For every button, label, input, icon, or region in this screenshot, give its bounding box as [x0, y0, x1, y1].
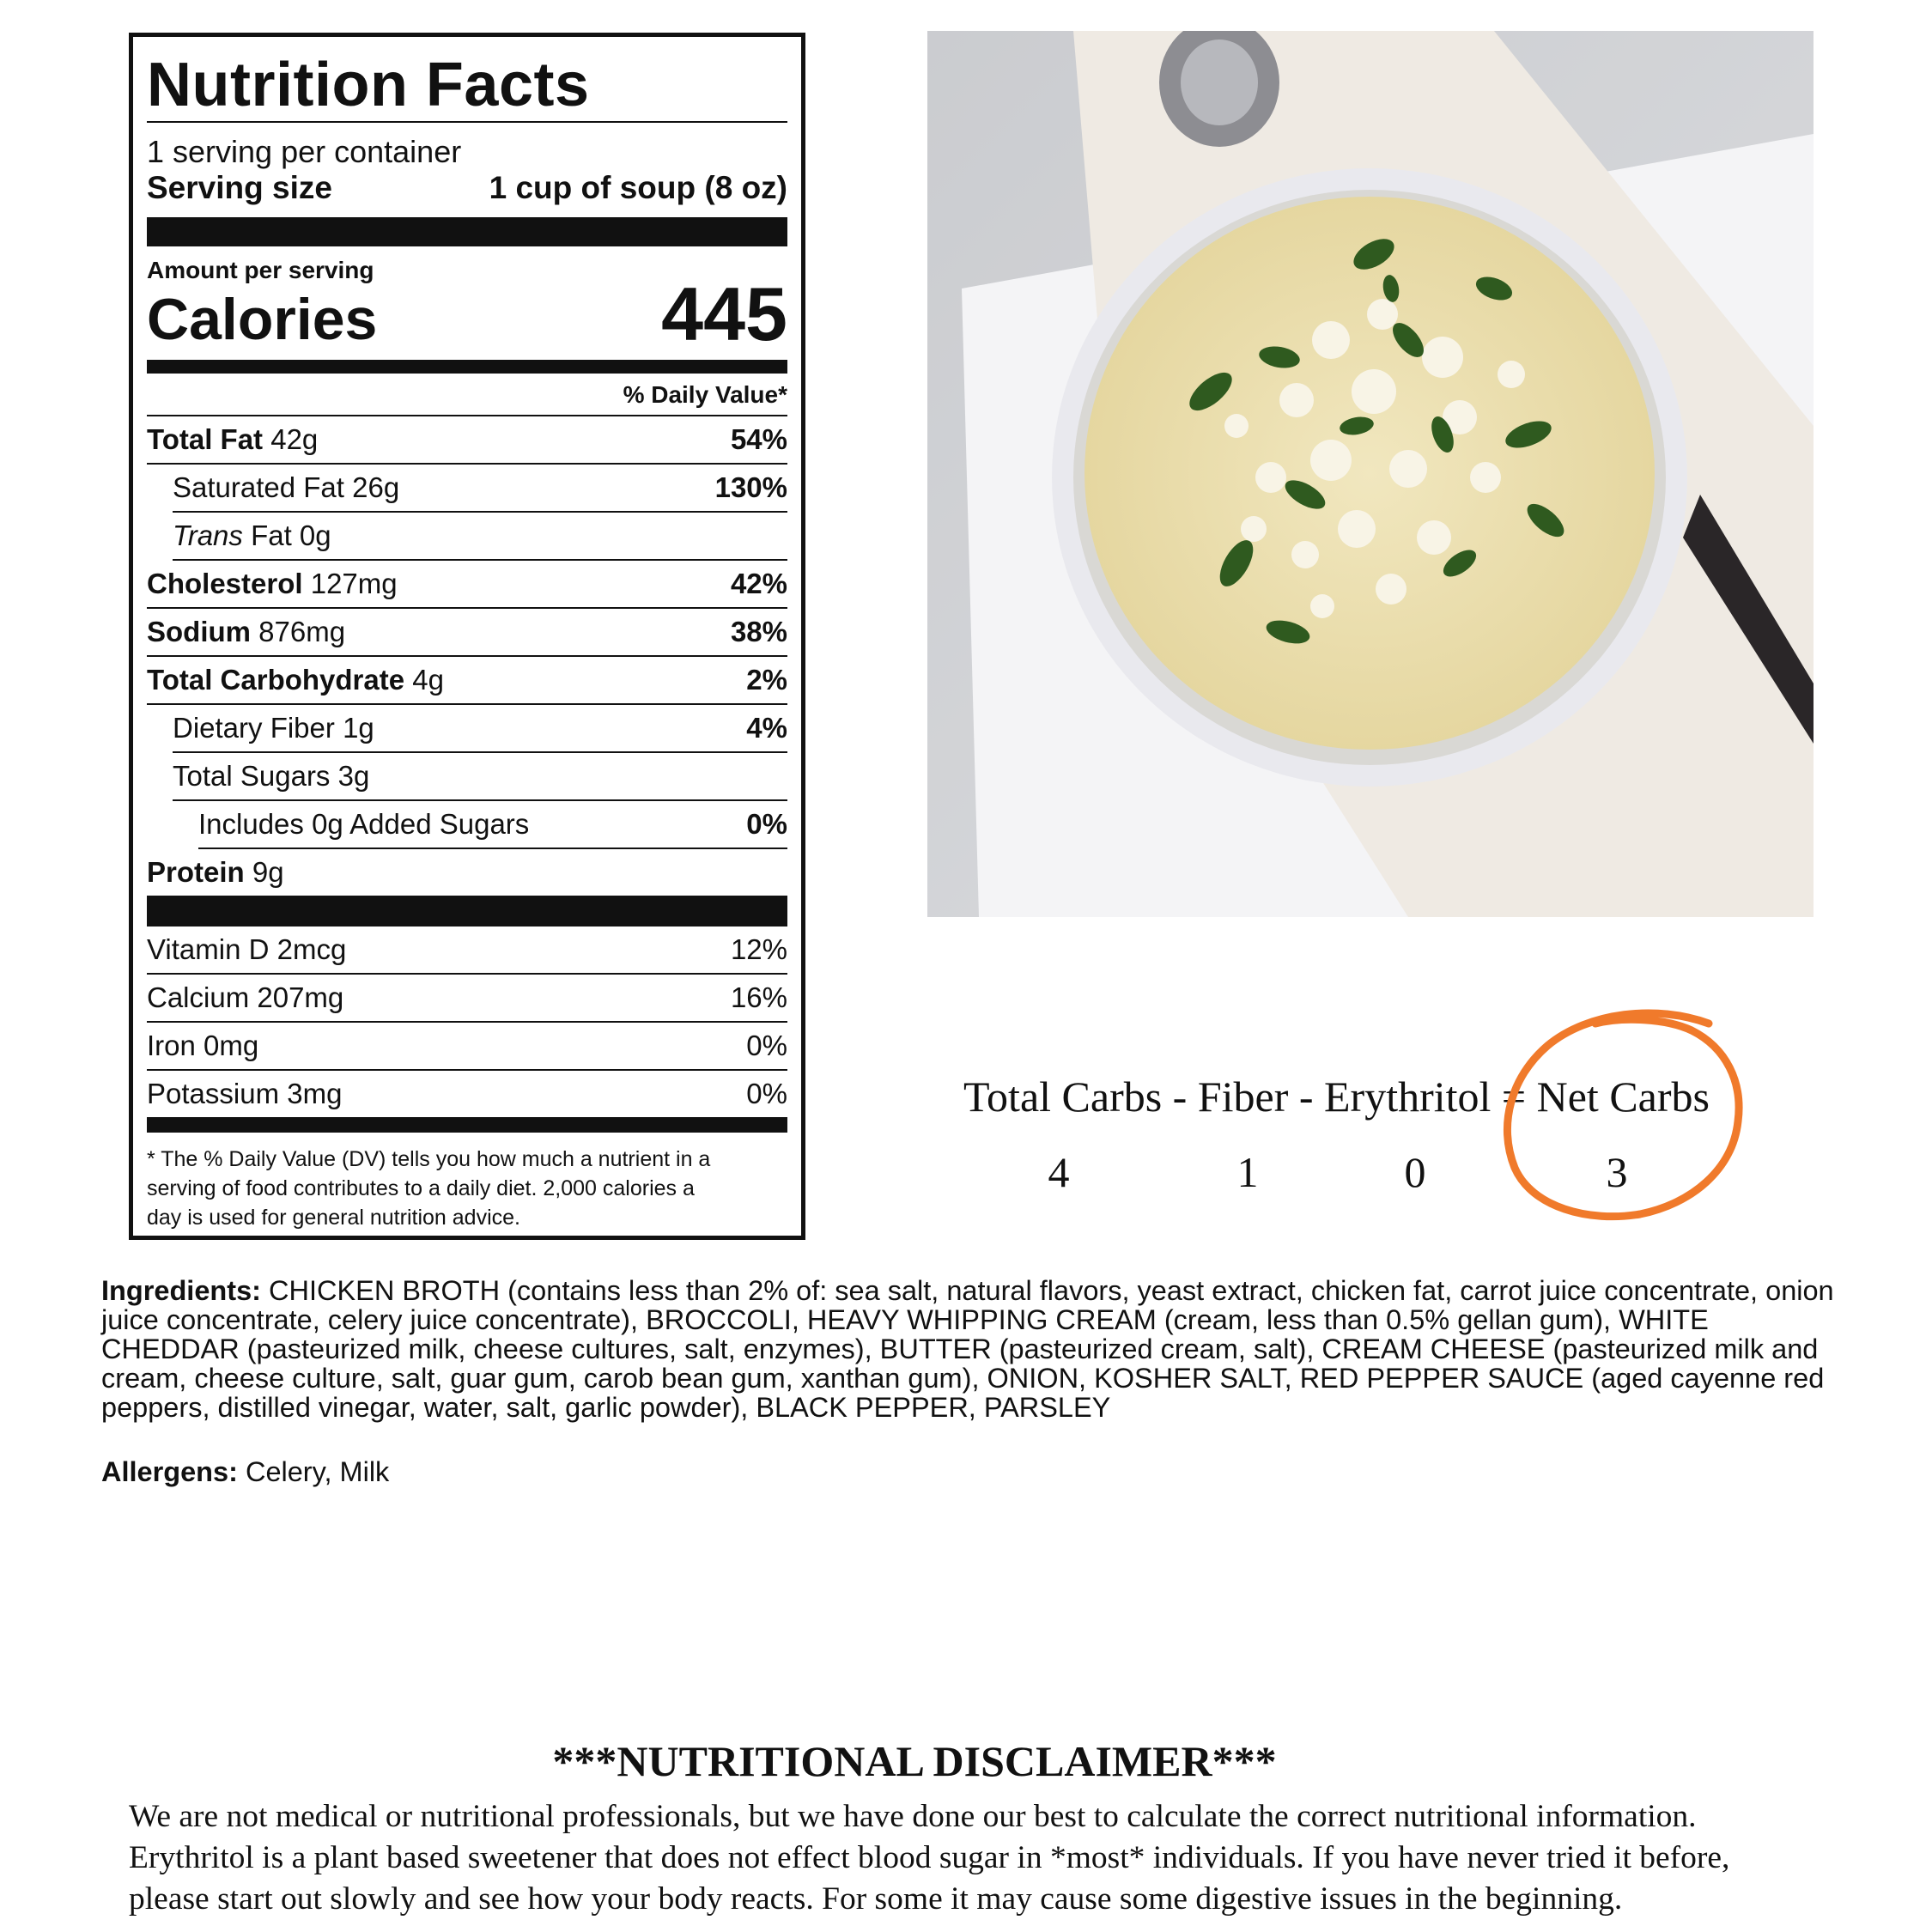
nutrient-row-total-carbohydrate — [147, 657, 787, 705]
nutrient-dv: 4% — [746, 712, 787, 744]
ingredients-text: CHICKEN BROTH (contains less than 2% of: sea salt, natural flavors, yeast extract, chicken fat, carrot juice concentrate, onion juice concentrate, celery juice concentrate), BROCCOLI, HEAVY WHIPPING CREAM (cream, less than 0.5% gellan gum), WHITE CHEDDAR (pasteurized milk, cheese cultures, salt, enzymes), BUTTER (pasteurized cream, salt), CREAM CHEESE (pasteurized milk and cream, cheese culture, salt, guar gum, carob bean gum, xanthan gum), ONION, KOSHER SALT, RED PEPPER SAUCE (aged cayenne red peppers, distilled vinegar, water, salt, garlic powder), BLACK PEPPER, PARSLEY — [101, 1275, 1834, 1423]
nutrient-row-sodium — [147, 609, 787, 657]
nutrient-name: Total Fat — [147, 423, 264, 455]
fiber-value: 1 — [1236, 1148, 1259, 1196]
nutrient-amount: 26g — [352, 471, 400, 503]
ingredients-section — [101, 1276, 1836, 1422]
nutrient-row-trans-fat — [173, 513, 787, 561]
nutrient-dv: 54% — [730, 423, 787, 455]
vitamin-dv: 16% — [730, 981, 787, 1013]
soup-photo — [927, 31, 1814, 917]
calories-value: 445 — [661, 271, 787, 356]
nutrient-amount: 127mg — [310, 568, 398, 599]
net-carbs-highlight-circle — [1494, 1005, 1752, 1228]
soup-bowl-illustration — [927, 31, 1814, 917]
amount-per-serving: Amount per serving — [147, 257, 374, 283]
nutrient-row-saturated-fat — [173, 465, 787, 513]
nutrient-dv: 2% — [746, 664, 787, 696]
medium-divider — [147, 1117, 787, 1133]
nutrient-row-added-sugars — [198, 801, 787, 849]
nutrient-name: Total Sugars — [173, 760, 331, 792]
disclaimer-line: Erythritol is a plant based sweetener that does not effect blood sugar in *most* individuals. If you have never tried it before, — [129, 1840, 1730, 1875]
nutrient-row-cholesterol — [147, 561, 787, 609]
allergens-text: Celery, Milk — [245, 1456, 390, 1487]
disclaimer-body — [129, 1796, 1812, 1920]
nutrient-amount: 4g — [412, 664, 444, 696]
allergens-label: Allergens: — [101, 1456, 238, 1487]
vitamin-row-calcium — [147, 975, 787, 1023]
nutrient-amount: 876mg — [258, 616, 346, 647]
vitamin-name: Vitamin D 2mcg — [147, 933, 347, 965]
nutrient-dv: 42% — [730, 568, 787, 599]
vitamin-name: Potassium 3mg — [147, 1078, 343, 1109]
thick-divider — [147, 896, 787, 927]
vitamin-row-iron — [147, 1023, 787, 1071]
vitamin-dv: 0% — [746, 1030, 787, 1061]
serving-size — [147, 171, 787, 205]
vitamin-dv: 12% — [730, 933, 787, 965]
servings-per-container: 1 serving per container — [147, 134, 462, 169]
divider — [147, 121, 787, 123]
serving-size-value: 1 cup of soup (8 oz) — [489, 170, 787, 205]
disclaimer-line: please start out slowly and see how your body reacts. For some it may cause some digestive issues in the beginning. — [129, 1881, 1623, 1917]
soup-surface — [1084, 197, 1655, 750]
nutrient-name: Cholesterol — [147, 568, 303, 599]
nutrient-row-protein — [147, 849, 787, 896]
calories-row — [147, 271, 787, 356]
nutrient-amount: 9g — [252, 856, 284, 888]
label-title: Nutrition Facts — [147, 51, 590, 119]
vitamin-dv: 0% — [746, 1078, 787, 1109]
spoon-highlight — [1181, 39, 1258, 125]
nutrient-name: Total Carbohydrate — [147, 664, 405, 696]
nutrient-amount: 1g — [343, 712, 374, 744]
vitamin-name: Iron 0mg — [147, 1030, 259, 1061]
vitamin-name: Calcium 207mg — [147, 981, 344, 1013]
nutrient-name: Includes 0g Added Sugars — [198, 808, 530, 840]
nutrient-name: Dietary Fiber — [173, 712, 335, 744]
vitamin-row-d — [147, 927, 787, 975]
disclaimer-title: ***NUTRITIONAL DISCLAIMER*** — [552, 1737, 1277, 1785]
allergens-section — [101, 1456, 389, 1487]
serving-size-label: Serving size — [147, 170, 332, 205]
disclaimer-line: We are not medical or nutritional professionals, but we have done our best to calculate the correct nutritional information. — [129, 1799, 1697, 1834]
footnote-line: day is used for general nutrition advice. — [147, 1206, 520, 1230]
net-carbs-value: 3 — [1606, 1148, 1628, 1196]
nutrient-amount: 42g — [270, 423, 319, 455]
daily-value-header: % Daily Value* — [147, 374, 787, 416]
erythritol-value: 0 — [1404, 1148, 1426, 1196]
nutrient-dv: 130% — [714, 471, 787, 503]
nutrient-dv: 38% — [730, 616, 787, 647]
net-carbs-formula: Total Carbs - Fiber - Erythritol = Net Carbs — [963, 1072, 1710, 1121]
nutrient-name: Saturated Fat — [173, 471, 344, 503]
daily-value-footnote — [147, 1145, 787, 1232]
nutrient-row-total-fat — [147, 416, 787, 465]
nutrient-name: Protein — [147, 856, 245, 888]
calories-label: Calories — [147, 287, 378, 352]
vitamin-row-potassium — [147, 1071, 787, 1117]
nutrient-amount: 3g — [337, 760, 370, 792]
nutrient-name: Sodium — [147, 616, 251, 647]
ingredients-label: Ingredients: — [101, 1275, 261, 1306]
nutrient-amount: Fat 0g — [251, 519, 331, 551]
medium-divider — [147, 360, 787, 374]
nutrient-row-total-sugars — [173, 753, 787, 801]
footnote-line: serving of food contributes to a daily diet. 2,000 calories a — [147, 1176, 695, 1200]
nutrient-name: Trans — [173, 519, 243, 551]
nutrient-dv: 0% — [746, 808, 787, 840]
total-carbs-value: 4 — [1048, 1148, 1070, 1196]
footnote-line: * The % Daily Value (DV) tells you how much a nutrient in a — [147, 1147, 711, 1171]
nutrition-facts-label — [129, 33, 805, 1240]
nutrient-row-dietary-fiber — [173, 705, 787, 753]
thick-divider — [147, 217, 787, 246]
